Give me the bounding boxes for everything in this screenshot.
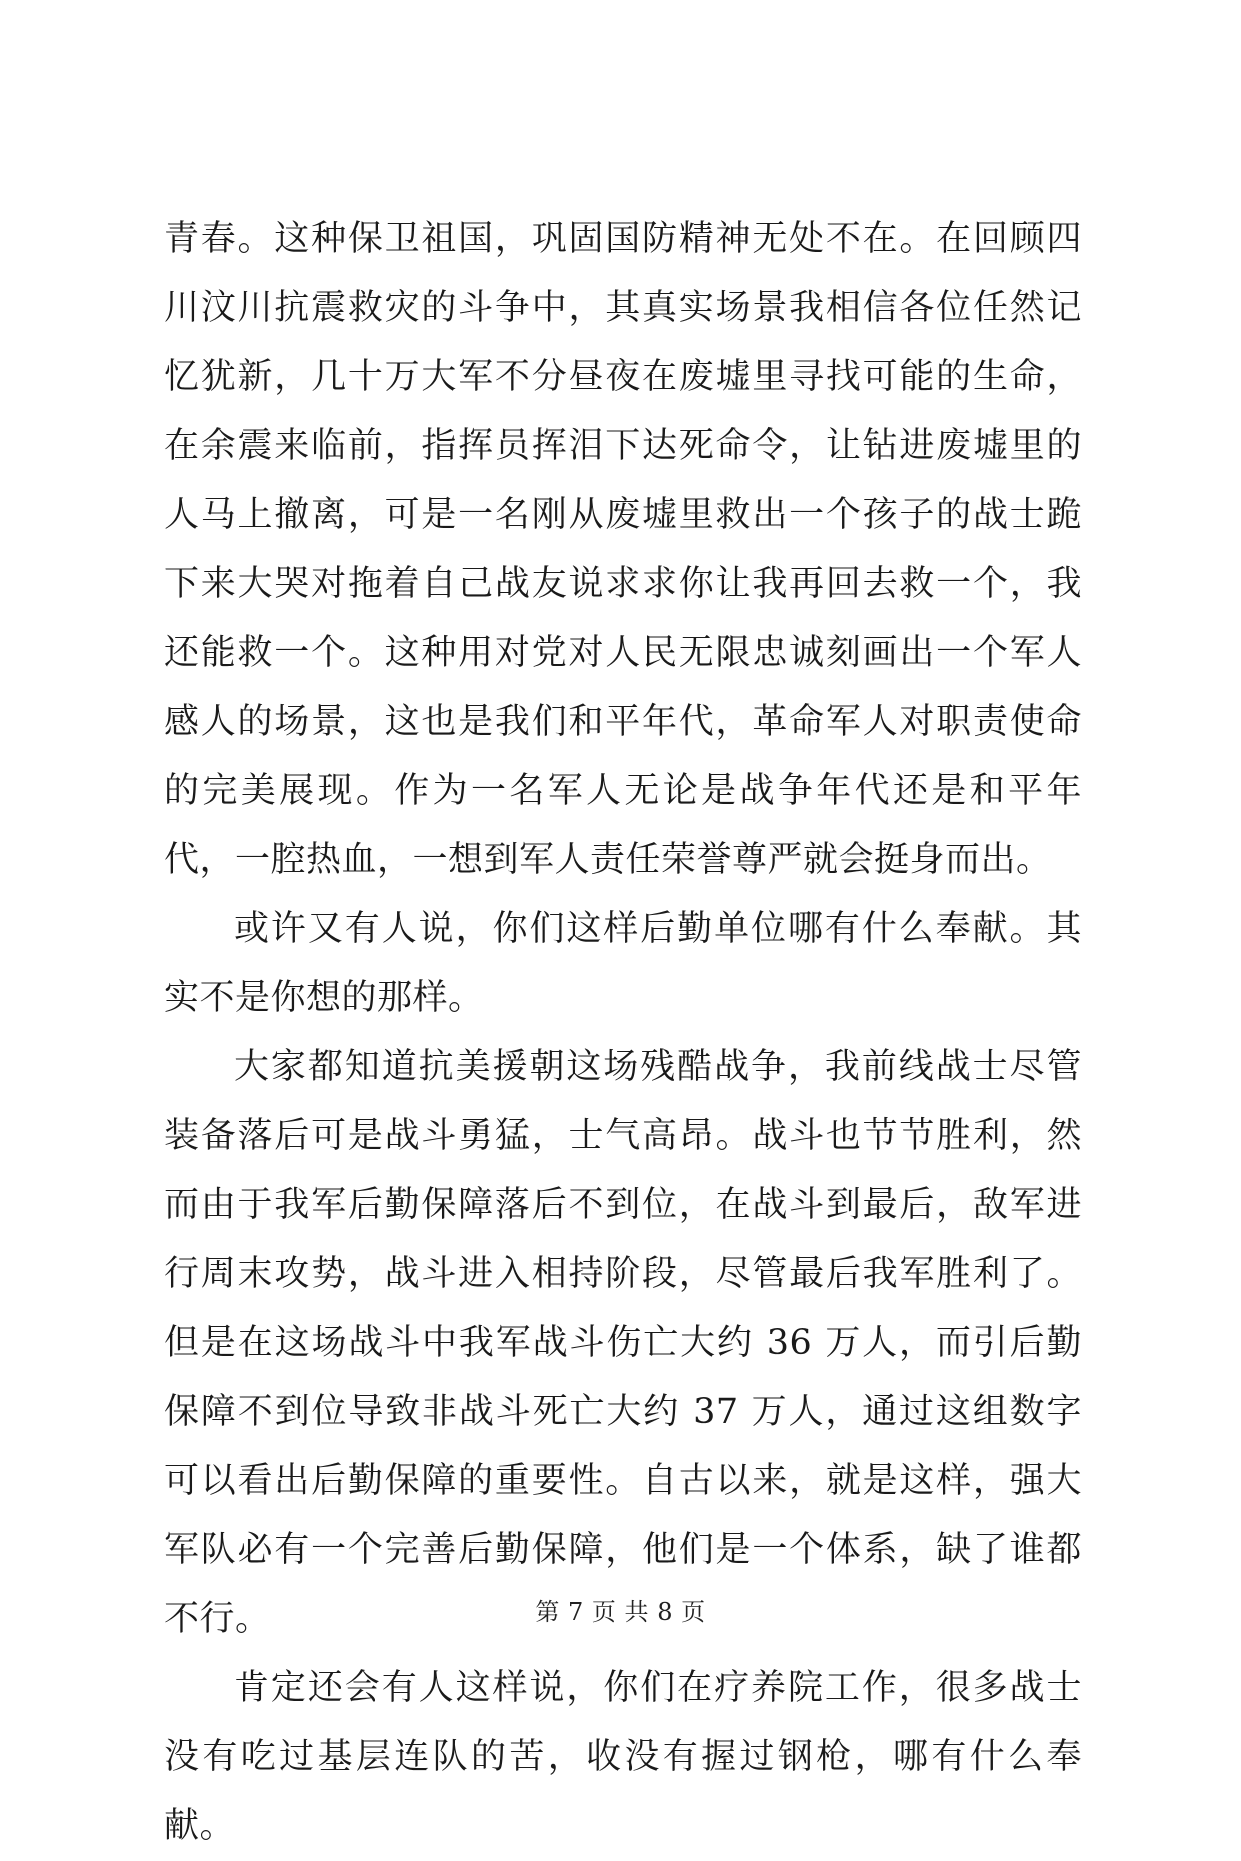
- paragraph-4: 肯定还会有人这样说，你们在疗养院工作，很多战士没有吃过基层连队的苦，收没有握过钢枪，哪有什么奉献。: [164, 1668, 1082, 1846]
- page-number-footer: 第 7 页 共 8 页: [535, 1598, 706, 1626]
- paragraph-3: 大家都知道抗美援朝这场残酷战争，我前线战士尽管装备落后可是战斗勇猛，士气高昂。战斗也节节胜利，然而由于我军后勤保障落后不到位，在战斗到最后，敌军进行周末攻势，战斗进入相持阶段，尽管最后我军胜利了。但是在这场战斗中我军战斗伤亡大约 36 万人，而引后勤保障不到位导致非战斗死亡大约 37 万人，通过这组数字可以看出后勤保障的重要性。自古以来，就是这样，强大军队必有一个完善后勤保障，他们是一个体系，缺了谁都不行。: [164, 1047, 1082, 1639]
- paragraph-2: 或许又有人说，你们这样后勤单位哪有什么奉献。其实不是你想的那样。: [164, 909, 1082, 1018]
- paragraph-1: 青春。这种保卫祖国，巩固国防精神无处不在。在回顾四川汶川抗震救灾的斗争中，其真实场景我相信各位任然记忆犹新，几十万大军不分昼夜在废墟里寻找可能的生命，在余震来临前，指挥员挥泪下达死命令，让钻进废墟里的人马上撤离，可是一名刚从废墟里救出一个孩子的战士跪下来大哭对拖着自己战友说求求你让我再回去救一个，我还能救一个。这种用对党对人民无限忠诚刻画出一个军人感人的场景，这也是我们和平年代，革命军人对职责使命的完美展现。作为一名军人无论是战争年代还是和平年代，一腔热血，一想到军人责任荣誉尊严就会挺身而出。: [164, 219, 1082, 880]
